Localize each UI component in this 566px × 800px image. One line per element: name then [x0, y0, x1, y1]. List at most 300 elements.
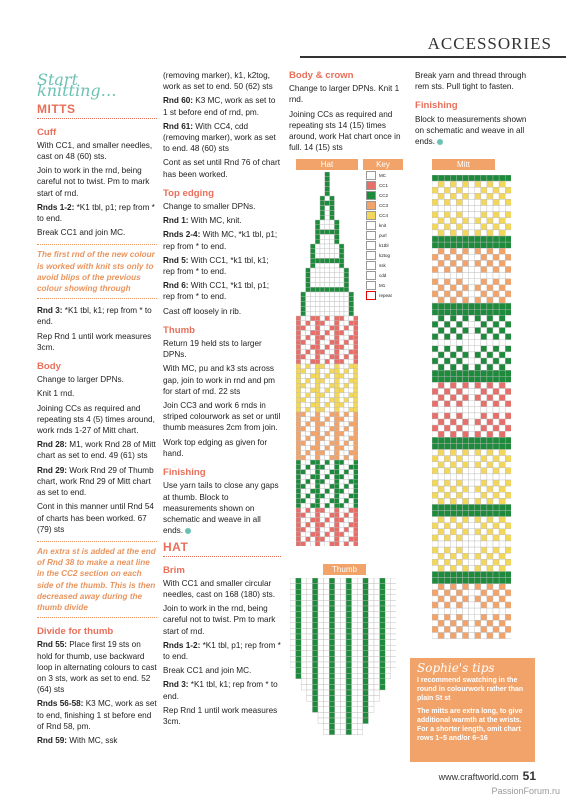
chart-cell [505, 431, 511, 437]
chart-cell [330, 249, 335, 254]
chart-cell [334, 330, 339, 335]
chart-cell [487, 535, 493, 541]
chart-cell [340, 628, 346, 634]
chart-cell [438, 437, 444, 443]
chart-cell [505, 492, 511, 498]
chart-cell [325, 201, 330, 206]
chart-cell [469, 267, 475, 273]
chart-cell [325, 489, 330, 494]
chart-cell [290, 634, 296, 640]
chart-cell [339, 426, 344, 431]
chart-cell [499, 206, 505, 212]
text: Work Rnd 29 of Thumb chart, work Rnd 29 of Mitt chart as set to end. [37, 465, 154, 498]
chart-cell [346, 595, 352, 601]
chart-cell [438, 572, 444, 578]
chart-cell [354, 484, 359, 489]
chart-cell [481, 352, 487, 358]
chart-cell [450, 425, 456, 431]
chart-cell [444, 614, 450, 620]
chart-cell [481, 395, 487, 401]
chart-cell [368, 600, 374, 606]
chart-cell [346, 668, 352, 674]
chart-cell [330, 465, 335, 470]
chart-cell [296, 378, 301, 383]
chart-cell [296, 640, 302, 646]
chart-cell [335, 668, 341, 674]
chart-cell [310, 498, 315, 503]
chart-cell [357, 584, 363, 590]
chart-cell [325, 431, 330, 436]
start-knitting-heading: Start knitting… [37, 70, 117, 101]
chart-cell [301, 426, 306, 431]
chart-cell [296, 651, 302, 657]
chart-cell [325, 383, 330, 388]
chart-cell [330, 522, 335, 527]
chart-cell [296, 527, 301, 532]
chart-cell [301, 417, 306, 422]
chart-cell [335, 578, 341, 584]
chart-cell [481, 486, 487, 492]
chart-cell [301, 494, 306, 499]
chart-cell [487, 614, 493, 620]
chart-cell [296, 436, 301, 441]
chart-cell [296, 628, 302, 634]
chart-cell [354, 532, 359, 537]
chart-cell [339, 263, 344, 268]
chart-cell [344, 278, 349, 283]
chart-cell [310, 359, 315, 364]
chart-cell [380, 606, 386, 612]
chart-cell [438, 614, 444, 620]
chart-cell [438, 523, 444, 529]
chart-cell [349, 489, 354, 494]
chart-cell [374, 640, 380, 646]
chart-cell [301, 340, 306, 345]
chart-cell [505, 358, 511, 364]
chart-cell [432, 273, 438, 279]
chart-cell [306, 422, 311, 427]
chart-cell [325, 498, 330, 503]
chart-cell [432, 535, 438, 541]
chart-cell [505, 321, 511, 327]
chart-cell [438, 254, 444, 260]
column-1 [37, 70, 157, 749]
chart-cell [307, 645, 313, 651]
chart-cell [310, 494, 315, 499]
chart-cell [301, 455, 306, 460]
chart-cell [329, 617, 335, 623]
chart-cell [349, 302, 354, 307]
chart-cell [310, 244, 315, 249]
chart-cell [493, 626, 499, 632]
chart-cell [505, 578, 511, 584]
chart-cell [306, 426, 311, 431]
chart-cell [432, 437, 438, 443]
chart-cell [325, 297, 330, 302]
chart-cell [450, 492, 456, 498]
chart-cell [330, 292, 335, 297]
label: Rnd 3: [37, 306, 63, 316]
chart-cell [463, 218, 469, 224]
chart-cell [450, 504, 456, 510]
chart-cell [357, 679, 363, 685]
chart-cell [349, 518, 354, 523]
chart-cell [438, 425, 444, 431]
chart-cell [432, 633, 438, 639]
chart-cell [456, 608, 462, 614]
chart-cell [385, 589, 391, 595]
chart-cell [463, 547, 469, 553]
chart-cell [438, 401, 444, 407]
chart-cell [463, 425, 469, 431]
chart-cell [310, 258, 315, 263]
chart-cell [505, 340, 511, 346]
chart-cell [481, 236, 487, 242]
chart-cell [339, 345, 344, 350]
chart-cell [330, 412, 335, 417]
chart-cell [318, 707, 324, 713]
key-m1 [366, 280, 398, 290]
chart-cell [475, 608, 481, 614]
chart-cell [456, 297, 462, 303]
chart-cell [363, 673, 369, 679]
chart-cell [463, 260, 469, 266]
chart-cell [320, 225, 325, 230]
chart-cell [354, 522, 359, 527]
chart-cell [346, 634, 352, 640]
chart-cell [463, 474, 469, 480]
chart-cell [456, 315, 462, 321]
chart-cell [450, 334, 456, 340]
chart-cell [339, 460, 344, 465]
chart-cell [334, 364, 339, 369]
chart-cell [334, 268, 339, 273]
chart-cell [469, 602, 475, 608]
chart-cell [505, 541, 511, 547]
chart-cell [306, 369, 311, 374]
chart-cell [432, 462, 438, 468]
chart-cell [312, 589, 318, 595]
chart-cell [475, 584, 481, 590]
chart-cell [487, 431, 493, 437]
chart-cell [312, 628, 318, 634]
chart-cell [320, 426, 325, 431]
chart-cell [330, 234, 335, 239]
chart-cell [335, 628, 341, 634]
chart-cell [469, 504, 475, 510]
chart-cell [450, 401, 456, 407]
chart-cell [315, 422, 320, 427]
chart-cell [296, 321, 301, 326]
chart-cell [354, 508, 359, 513]
chart-cell [315, 441, 320, 446]
chart-cell [469, 291, 475, 297]
chart-cell [340, 595, 346, 601]
chart-cell [325, 378, 330, 383]
chart-cell [307, 612, 313, 618]
chart-cell [456, 346, 462, 352]
chart-cell [324, 606, 330, 612]
chart-cell [310, 402, 315, 407]
chart-cell [475, 517, 481, 523]
chart-cell [438, 279, 444, 285]
chart-cell [444, 431, 450, 437]
chart-cell [487, 297, 493, 303]
chart-cell [450, 358, 456, 364]
chart-cell [444, 517, 450, 523]
chart-cell [438, 413, 444, 419]
chart-cell [324, 617, 330, 623]
chart-cell [481, 267, 487, 273]
rnd-59-cont: (removing marker), k1, k2tog, work as set to end. 50 (62) sts [163, 71, 273, 92]
chart-cell [481, 212, 487, 218]
chart-cell [306, 335, 311, 340]
chart-cell [469, 614, 475, 620]
chart-cell [505, 486, 511, 492]
chart-cell [463, 352, 469, 358]
chart-cell [330, 326, 335, 331]
chart-cell [334, 378, 339, 383]
chart-cell [499, 370, 505, 376]
chart-cell [320, 292, 325, 297]
chart-cell [385, 634, 391, 640]
chart-cell [335, 724, 341, 730]
chart-cell [475, 431, 481, 437]
chart-cell [475, 572, 481, 578]
chart-cell [329, 701, 335, 707]
chart-cell [444, 541, 450, 547]
chart-cell [315, 230, 320, 235]
chart-cell [463, 559, 469, 565]
chart-cell [318, 606, 324, 612]
chart-cell [487, 419, 493, 425]
chart-cell [385, 612, 391, 618]
cuff-text-4: Break CC1 and join MC. [37, 228, 126, 238]
chart-cell [505, 273, 511, 279]
chart-cell [475, 437, 481, 443]
chart-cell [505, 498, 511, 504]
chart-cell [354, 321, 359, 326]
chart-cell [505, 608, 511, 614]
chart-cell [475, 633, 481, 639]
chart-cell [450, 199, 456, 205]
chart-cell [349, 446, 354, 451]
chart-cell [481, 340, 487, 346]
chart-cell [296, 407, 301, 412]
chart-cell [456, 181, 462, 187]
chart-cell [456, 572, 462, 578]
chart-cell [352, 634, 358, 640]
chart-cell [306, 311, 311, 316]
chart-cell [330, 302, 335, 307]
chart-cell [475, 291, 481, 297]
chart-cell [469, 486, 475, 492]
chart-cell [505, 224, 511, 230]
swatch [366, 211, 376, 220]
chart-cell [312, 696, 318, 702]
chart-cell [505, 309, 511, 315]
chart-cell [499, 260, 505, 266]
chart-cell [296, 494, 301, 499]
chart-cell [324, 584, 330, 590]
chart-cell [438, 212, 444, 218]
chart-cell [357, 589, 363, 595]
thumbChart-grid [290, 578, 396, 735]
text: With MC, ssk [67, 735, 118, 745]
chart-cell [318, 634, 324, 640]
key-text: knit [379, 222, 387, 228]
chart-cell [349, 326, 354, 331]
chart-cell [330, 498, 335, 503]
chart-cell [354, 330, 359, 335]
chart-cell [334, 225, 339, 230]
chart-cell [463, 212, 469, 218]
chart-cell [339, 306, 344, 311]
swatch [366, 261, 376, 270]
chart-cell [296, 330, 301, 335]
chart-cell [315, 244, 320, 249]
chart-cell [505, 633, 511, 639]
chart-cell [487, 352, 493, 358]
chart-cell [301, 503, 306, 508]
chart-cell [344, 470, 349, 475]
chart-cell [450, 498, 456, 504]
chart-cell [340, 707, 346, 713]
chart-cell [481, 199, 487, 205]
chart-cell [505, 212, 511, 218]
chart-cell [315, 354, 320, 359]
chart-cell [301, 402, 306, 407]
chart-cell [499, 529, 505, 535]
chart-cell [296, 600, 302, 606]
chart-cell [444, 395, 450, 401]
chart-cell [320, 234, 325, 239]
chart-cell [357, 578, 363, 584]
chart-cell [456, 254, 462, 260]
chart-cell [438, 199, 444, 205]
chart-cell [469, 462, 475, 468]
chart-cell [499, 242, 505, 248]
chart-cell [463, 480, 469, 486]
chart-cell [357, 712, 363, 718]
chart-cell [487, 187, 493, 193]
chart-cell [487, 541, 493, 547]
chart-cell [475, 401, 481, 407]
chart-cell [334, 297, 339, 302]
chart-cell [301, 359, 306, 364]
chart-cell [438, 364, 444, 370]
chart-cell [432, 242, 438, 248]
chart-cell [310, 527, 315, 532]
chart-cell [469, 590, 475, 596]
chart-cell [432, 620, 438, 626]
chart-cell [444, 401, 450, 407]
chart-cell [307, 673, 313, 679]
chart-cell [469, 346, 475, 352]
chart-cell [335, 589, 341, 595]
chart-cell [315, 287, 320, 292]
chart-cell [354, 407, 359, 412]
chart-cell [469, 193, 475, 199]
thumb-text-1: Return 19 held sts to larger DPNs. [163, 339, 262, 360]
chart-cell [324, 696, 330, 702]
chart-cell [349, 436, 354, 441]
chart-cell [469, 309, 475, 315]
chart-cell [475, 273, 481, 279]
chart-cell [315, 489, 320, 494]
chart-cell [432, 254, 438, 260]
chart-cell [329, 612, 335, 618]
chart-cell [499, 572, 505, 578]
chart-cell [469, 443, 475, 449]
chart-cell [463, 608, 469, 614]
chart-cell [450, 626, 456, 632]
chart-cell [346, 679, 352, 685]
chart-cell [346, 645, 352, 651]
chart-cell [329, 696, 335, 702]
col4-finishing-heading: Finishing [415, 100, 458, 112]
chart-cell [432, 468, 438, 474]
chart-cell [463, 578, 469, 584]
chart-cell [481, 279, 487, 285]
chart-cell [330, 417, 335, 422]
chart-cell [301, 450, 306, 455]
chart-cell [469, 236, 475, 242]
chart-cell [344, 489, 349, 494]
chart-cell [363, 640, 369, 646]
chart-cell [450, 620, 456, 626]
chart-cell [469, 376, 475, 382]
chart-cell [349, 532, 354, 537]
chart-cell [330, 230, 335, 235]
chart-cell [346, 584, 352, 590]
chart-cell [315, 292, 320, 297]
chart-cell [487, 303, 493, 309]
chart-cell [438, 382, 444, 388]
chart-cell [335, 679, 341, 685]
chart-cell [352, 701, 358, 707]
chart-cell [352, 729, 358, 735]
chart-cell [335, 612, 341, 618]
chart-cell [432, 572, 438, 578]
chart-key [366, 170, 398, 300]
chart-cell [306, 364, 311, 369]
chart-cell [487, 590, 493, 596]
chart-cell [296, 359, 301, 364]
label: Rnd 1: [163, 216, 189, 226]
chart-cell [493, 297, 499, 303]
chart-cell [456, 456, 462, 462]
chart-cell [432, 199, 438, 205]
chart-cell [456, 492, 462, 498]
chart-cell [344, 273, 349, 278]
chart-cell [330, 537, 335, 542]
chart-cell [475, 224, 481, 230]
chart-cell [349, 542, 354, 547]
rnd-55 [37, 639, 157, 695]
chart-cell [334, 479, 339, 484]
chart-cell [475, 212, 481, 218]
chart-cell [432, 218, 438, 224]
chart-cell [335, 600, 341, 606]
chart-cell [296, 364, 301, 369]
chart-cell [499, 358, 505, 364]
chart-cell [296, 431, 301, 436]
chart-cell [499, 462, 505, 468]
chart-cell [444, 425, 450, 431]
chart-cell [481, 181, 487, 187]
chart-cell [499, 334, 505, 340]
